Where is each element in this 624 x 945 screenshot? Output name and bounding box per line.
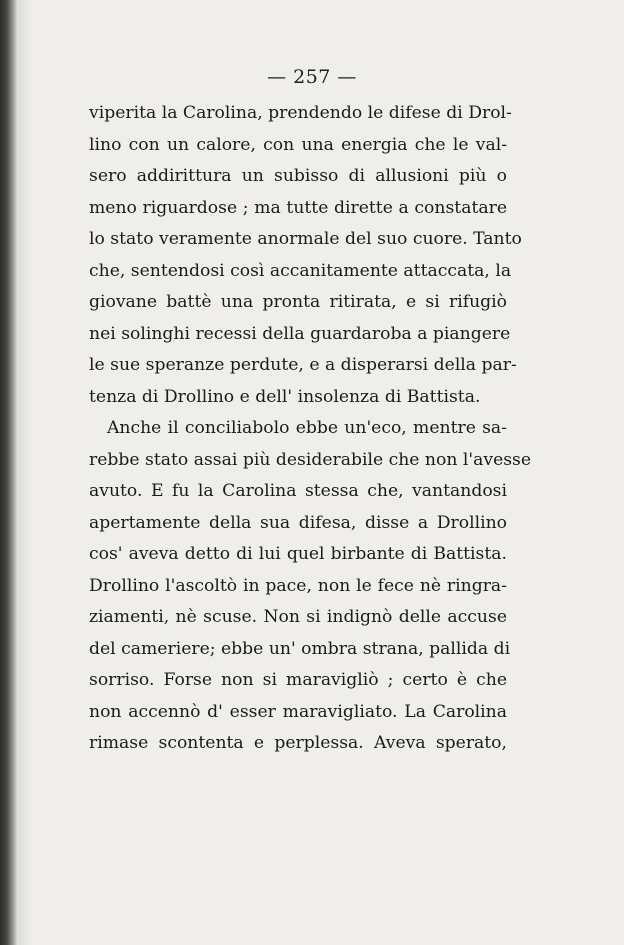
text-line: non accennò d' esser maravigliato. La Carolina bbox=[89, 701, 507, 722]
binding-edge bbox=[0, 0, 18, 945]
text-line: giovane battè una pronta ritirata, e si rifugiò bbox=[89, 292, 507, 312]
text-line: tenza di Drollino e dell' insolenza di Battista. bbox=[89, 386, 481, 407]
text-line: apertamente della sua difesa, disse a Drollino bbox=[89, 512, 507, 533]
text-line: lo stato veramente anormale del suo cuore. Tanto bbox=[89, 229, 522, 249]
text-line: sero addirittura un subisso di allusioni più o bbox=[89, 166, 507, 186]
text-line: le sue speranze perdute, e a disperarsi della par- bbox=[89, 355, 517, 375]
text-line: del cameriere; ebbe un' ombra strana, pallida di bbox=[89, 638, 511, 659]
text-line: Drollino l'ascoltò in pace, non le fece nè ringra- bbox=[89, 575, 507, 596]
text-line: sorriso. Forse non si maravigliò ; certo è che bbox=[89, 670, 507, 690]
page-number: — 257 — bbox=[267, 66, 357, 88]
text-line: che, sentendosi così accanitamente attaccata, la bbox=[89, 260, 512, 281]
text-line: lino con un calore, con una energia che le val- bbox=[89, 134, 507, 155]
text-line: ziamenti, nè scuse. Non si indignò delle accuse bbox=[89, 607, 507, 627]
text-line: avuto. E fu la Carolina stessa che, vantandosi bbox=[89, 481, 507, 501]
binding-shadow bbox=[18, 0, 32, 945]
text-line: nei solinghi recessi della guardaroba a piangere bbox=[89, 323, 511, 344]
text-line: viperita la Carolina, prendendo le difese di Drol- bbox=[89, 103, 512, 123]
text-line: Anche il conciliabolo ebbe un'eco, mentre sa- bbox=[107, 418, 507, 438]
text-line: cos' aveva detto di lui quel birbante di Battista. bbox=[89, 544, 507, 564]
text-line: rebbe stato assai più desiderabile che non l'avesse bbox=[89, 449, 532, 470]
text-line: rimase scontenta e perplessa. Aveva sperato, bbox=[89, 733, 507, 753]
text-line: meno riguardose ; ma tutte dirette a constatare bbox=[89, 197, 507, 218]
body-text bbox=[89, 98, 532, 760]
